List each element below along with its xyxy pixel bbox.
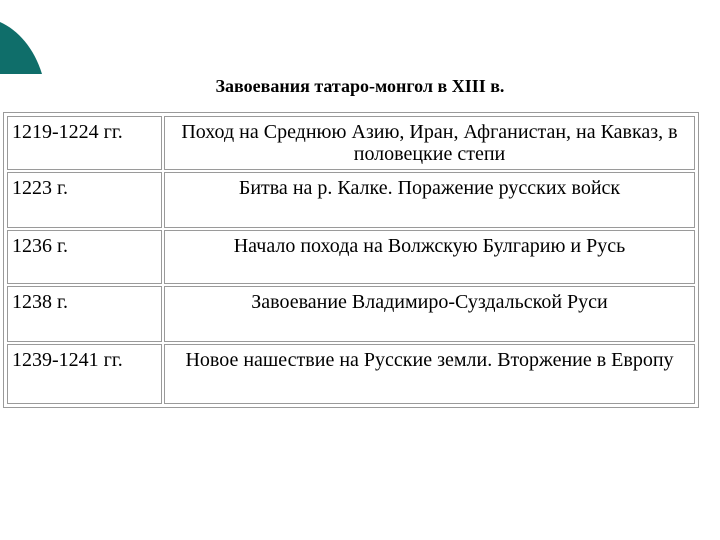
years-cell: 1223 г.	[7, 172, 162, 228]
years-cell: 1219-1224 гг.	[7, 116, 162, 170]
event-cell: Завоевание Владимиро-Суздальской Руси	[164, 286, 695, 342]
years-cell: 1238 г.	[7, 286, 162, 342]
event-cell: Начало похода на Волжскую Булгарию и Русь	[164, 230, 695, 284]
table-row	[7, 286, 695, 342]
corner-decoration	[0, 0, 44, 74]
table-row	[7, 172, 695, 228]
page-title: Завоевания татаро-монгол в XIII в.	[215, 76, 505, 96]
years-cell: 1236 г.	[7, 230, 162, 284]
table-row	[7, 116, 695, 170]
years-cell: 1239-1241 гг.	[7, 344, 162, 404]
event-cell: Поход на Среднюю Азию, Иран, Афганистан, на Кавказ, в половецкие степи	[164, 116, 695, 170]
event-cell: Битва на р. Калке. Поражение русских войск	[164, 172, 695, 228]
table-row	[7, 344, 695, 404]
conquests-table	[3, 112, 699, 408]
table-row	[7, 230, 695, 284]
event-cell: Новое нашествие на Русские земли. Вторжение в Европу	[164, 344, 695, 404]
